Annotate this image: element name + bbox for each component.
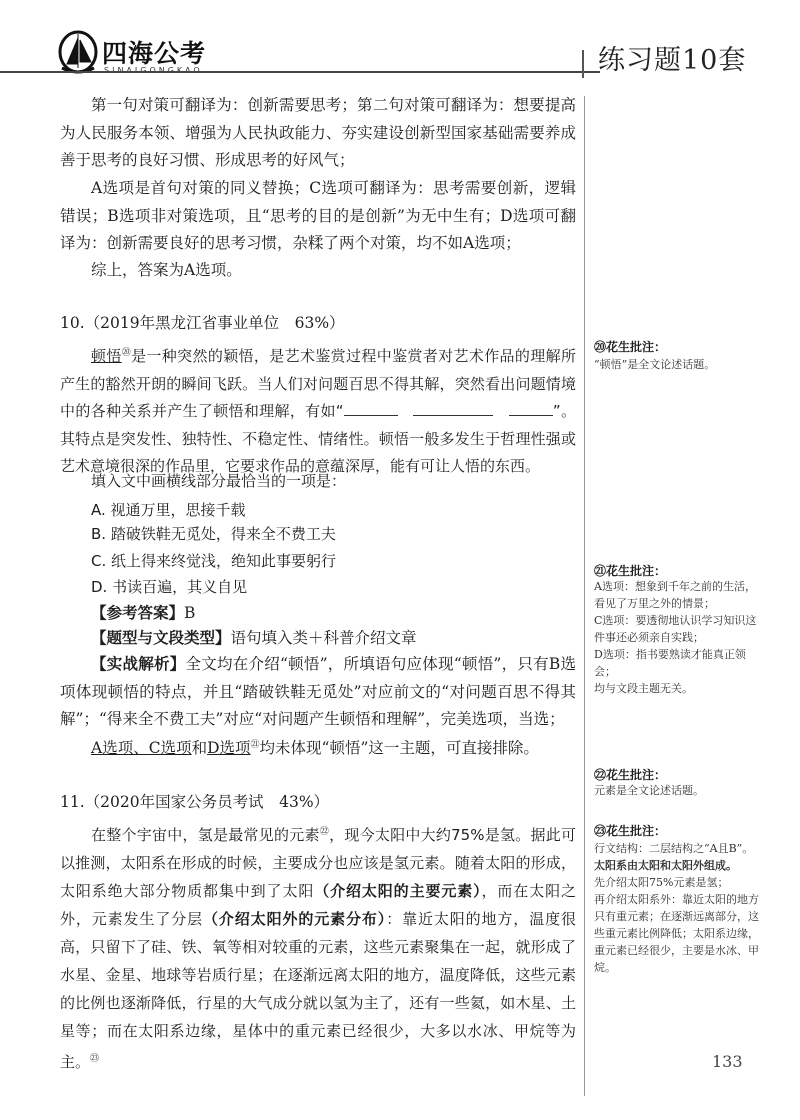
- analysis-label: 【实战解析】: [91, 654, 186, 673]
- q10-blank-3: [509, 401, 553, 416]
- note-22-body: 元素是全文论述话题。: [594, 784, 704, 797]
- header-divider: [582, 50, 584, 78]
- q11-passage-d: ：靠近太阳的地方，温度很高，只留下了硅、铁、氧等相对较重的元素，这些元素聚集在一起，就形成了水星、金星、地球等岩质行星；在逐渐远离太阳的地方，温度降低，这些元素的比例也逐渐降低，行星的大气成分就以氢为主了，还有一些氦，如木星、土星等；而在太阳系边缘，星体中的重元素已经很少，大多以水冰、甲烷等为主。: [60, 910, 576, 1071]
- note-23-first: 先介绍太阳75%元素是氢；: [594, 876, 729, 889]
- note-22-title: ㉒花生批注：: [594, 768, 667, 782]
- note-23-title: ㉓花生批注：: [594, 824, 667, 838]
- q10-heading: 10.（2019年黑龙江省事业单位 63%）: [60, 314, 345, 332]
- q10-type: [91, 624, 417, 653]
- answer-value: B: [184, 604, 196, 622]
- note-23-summary: 太阳系由太阳和太阳外组成。: [594, 859, 737, 872]
- note-21-line-a: A选项：想象到千年之前的生活，看见了万里之外的情景；: [594, 580, 756, 610]
- note-23-structure: 行文结构：二层结构之“A且B”。: [594, 842, 754, 855]
- and-word: 和: [191, 739, 208, 758]
- prev-analysis-p1: 第一句对策可翻译为：创新需要思考；第二句对策可翻译为：想要提高为人民服务本领、增强为人民执政能力、夯实建设创新型国家基础需要养成善于思考的良好习惯、形成思考的好风气；: [60, 96, 576, 169]
- page-number: 133: [712, 1052, 743, 1071]
- q10-topic-word: 顿悟: [91, 347, 122, 365]
- option-c-ref: C选项: [148, 739, 192, 758]
- q11-passage-a: 在整个宇宙中，氢是最常见的元素: [91, 826, 320, 844]
- q11-passage: [60, 818, 576, 1076]
- q11-passage-c: ，而在太阳之外，元素发生了分层: [60, 882, 576, 928]
- q11-passage-b: ，现今太阳中大约75%是氢。据此可以推测，太阳系在形成的时候，主要成分也应该是氢元素。随着太阳的形成，太阳系绝大部分物质都集中到了太阳: [60, 826, 576, 900]
- option-a-ref: A选项、: [91, 739, 149, 758]
- note-marker-21: ㉑: [250, 740, 260, 750]
- q10-analysis-last: [91, 732, 539, 763]
- note-20-body: “顿悟”是全文论述话题。: [594, 358, 716, 371]
- sihai-logo-icon: [58, 30, 98, 76]
- note-marker-20: ⑳: [121, 348, 132, 358]
- header-rule: [0, 71, 600, 73]
- type-label: 【题型与文段类型】: [91, 628, 231, 647]
- note-20-title: ⑳花生批注：: [594, 340, 667, 354]
- note-marker-23: ㉓: [90, 1054, 100, 1064]
- q10-option-a: A. 视通万里，思接千载: [91, 501, 246, 519]
- q10-prompt: 填入文中画横线部分最恰当的一项是：: [91, 472, 347, 490]
- q11-heading: 11.（2020年国家公务员考试 43%）: [60, 793, 330, 811]
- q10-option-b: B. 踏破铁鞋无觅处，得来全不费工夫: [91, 525, 336, 543]
- q10-blank-2: [413, 401, 493, 416]
- note-21-line-e: 均与文段主题无关。: [594, 682, 693, 695]
- prev-analysis-p2: A选项是首句对策的同义替换；C选项可翻译为：思考需要创新，逻辑错误；B选项非对策选项，且“思考的目的是创新”为无中生有；D选项可翻译为：创新需要良好的思考习惯，杂糅了两个对策，均不如A选项；: [60, 179, 576, 252]
- brand-name: 四海公考: [102, 39, 207, 68]
- q10-passage-body: 是一种突然的颖悟，是艺术鉴赏过程中鉴赏者对艺术作品的理解所产生的豁然开朗的瞬间飞跃。当人们对问题百思不得其解，突然看出问题情境中的各种关系并产生了顿悟和理解，有如“: [60, 347, 576, 420]
- q10-option-d: D. 书读百遍，其义自见: [91, 578, 248, 596]
- q10-passage-tail: ”。其特点是突发性、独特性、不稳定性、情绪性。顿悟一般多发生于哲理性强或艺术意境很深的作品里，它要求作品的意蕴深厚，能有可让人悟的东西。: [60, 402, 576, 475]
- q11-annotation-2: （介绍太阳外的元素分布）: [203, 910, 387, 928]
- prev-analysis-conclusion: 综上，答案为A选项。: [91, 261, 242, 279]
- note-21-title: ㉑花生批注：: [594, 564, 667, 578]
- set-title: 练习题10套: [598, 45, 747, 76]
- note-21-line-d: D选项：指书要熟读才能真正领会；: [594, 648, 746, 678]
- q10-blank-1: [344, 401, 398, 416]
- margin-divider: [584, 96, 585, 1096]
- note-marker-22: ㉒: [319, 827, 330, 837]
- analysis-last-tail: 均未体现“顿悟”这一主题，可直接排除。: [259, 739, 539, 758]
- note-23-body: [594, 840, 764, 976]
- answer-label: 【参考答案】: [91, 603, 185, 622]
- note-23-second: 再介绍太阳系外：靠近太阳的地方只有重元素；在逐渐远离部分，这些重元素比例降低；太阳系边缘，重元素已经很少，主要是水冰、甲烷。: [594, 893, 759, 974]
- q11-annotation-1: （介绍太阳的主要元素）: [314, 882, 482, 900]
- note-21-body: [594, 578, 764, 697]
- q10-analysis: [60, 650, 576, 734]
- q10-passage: [60, 340, 576, 481]
- analysis-text: 全文均在介绍“顿悟”，所填语句应体现“顿悟”，只有B选项体现顿悟的特点，并且“踏破铁鞋无觅处”对应前文的“对问题百思不得其解”；“得来全不费工夫”对应“对问题产生顿悟和理解”，完美选项，当选；: [60, 655, 576, 728]
- option-d-ref: D选项: [207, 739, 251, 758]
- note-21-line-c: C选项：要透彻地认识学习知识这件事还必须亲自实践；: [594, 614, 757, 644]
- q10-option-c: C. 纸上得来终觉浅，绝知此事要躬行: [91, 552, 337, 570]
- type-value: 语句填入类＋科普介绍文章: [230, 629, 417, 647]
